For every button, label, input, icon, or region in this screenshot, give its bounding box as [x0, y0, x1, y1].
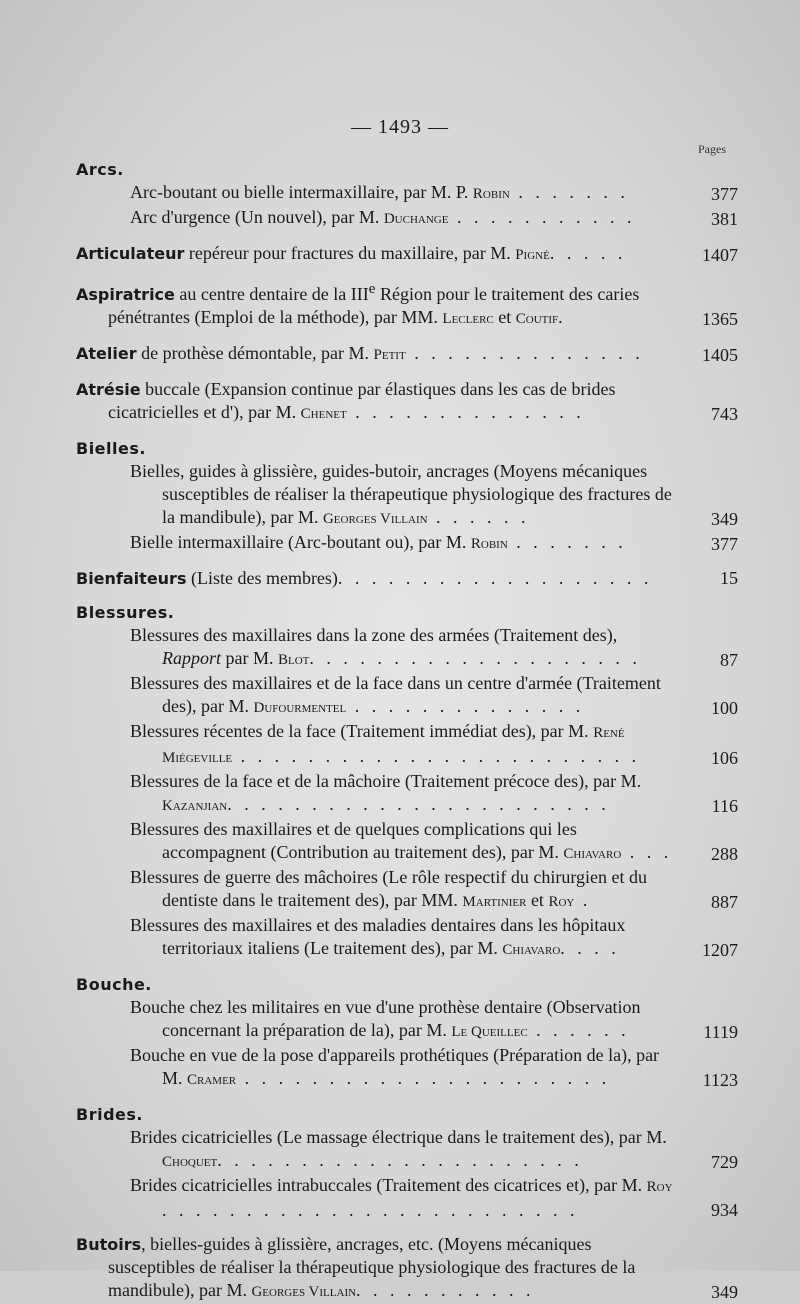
index-content [76, 158, 738, 1304]
author-name: Chenet [300, 406, 347, 422]
page-ref: 377 [711, 534, 738, 554]
page-ref: 887 [711, 892, 738, 912]
author-name: Roy [548, 894, 575, 910]
index-entry: Blessures de guerre des mâchoires (Le rôle respectif du chirurgien et du dentiste dans le traitement des), par MM. Martinier et Roy . 887 [130, 867, 738, 912]
author-name: Georges Villain [322, 511, 428, 527]
index-entry: Brides cicatricielles intrabuccales (Traitement des cicatrices et), par M. Roy . . . . . . . . . . . . . . . . . . . . . . . . . 934 [130, 1175, 738, 1220]
author-name: Georges Villain [251, 1284, 357, 1300]
index-entry-aspiratrice: Aspiratrice au centre dentaire de la IIIe Région pour le traitement des caries pénétrantes (Emploi de la méthode), par MM. Leclerc et Coutif. 1365 [76, 281, 738, 329]
page-ref: 116 [711, 796, 738, 816]
page-ref: 349 [711, 509, 738, 529]
page-ref: 1407 [702, 245, 738, 265]
page-ref: 1365 [702, 309, 738, 329]
author-name: Roy [646, 1179, 673, 1195]
index-section-arcs [76, 158, 738, 231]
index-section-bielles [76, 437, 738, 556]
author-name: Dufourmentel [253, 700, 347, 716]
index-entry-atresie: Atrésie buccale (Expansion continue par élastiques dans les cas de brides cicatricielles et d'), par M. Chenet . . . . . . . . . . . . . . 743 [76, 379, 738, 424]
section-heading: Brides. [76, 1105, 143, 1124]
index-entry-atelier: Atelier de prothèse démontable, par M. Petit . . . . . . . . . . . . . . 1405 [76, 343, 738, 365]
author-name: Blot [278, 652, 310, 668]
page-ref: 100 [711, 698, 738, 718]
author-name: Duchange [383, 211, 449, 227]
index-entry: Blessures des maxillaires dans la zone des armées (Traitement des), Rapport par M. Blot. . . . . . . . . . . . . . . . . . . . 87 [130, 625, 738, 670]
page-ref: 377 [711, 184, 738, 204]
author-name: Petit [373, 347, 406, 363]
author-name: Le Queillec [451, 1024, 528, 1040]
index-entry-butoirs: Butoirs, bielles-guides à glissière, ancrages, etc. (Moyens mécaniques susceptibles de réaliser la thérapeutique physiologique des fractures de la mandibule), par M. Georges Villain. . . . . . . . . . . 349 [76, 1234, 738, 1302]
page-ref: 743 [711, 404, 738, 424]
author-name: Choquet [162, 1154, 218, 1170]
page-ref: 106 [711, 748, 738, 768]
page-ref: 1207 [702, 940, 738, 960]
index-entry: Bouche en vue de la pose d'appareils prothétiques (Préparation de la), par M. Cramer . . . . . . . . . . . . . . . . . . . . . . 1123 [130, 1045, 738, 1090]
page-number: — 1493 — [351, 116, 449, 138]
index-entry: Blessures des maxillaires et de la face dans un centre d'armée (Traitement des), par M. Dufourmentel . . . . . . . . . . . . . . 100 [130, 673, 738, 718]
headword: Atrésie [76, 380, 141, 399]
index-entry: Arc d'urgence (Un nouvel), par M. Duchange . . . . . . . . . . . 381 [130, 207, 738, 229]
page-ref: 87 [720, 650, 738, 670]
page-ref: 15 [720, 568, 738, 588]
headword: Bienfaiteurs [76, 569, 187, 588]
section-heading: Arcs. [76, 160, 124, 179]
page-ref: 934 [711, 1200, 738, 1220]
headword: Articulateur [76, 244, 185, 263]
page-ref: 349 [711, 1282, 738, 1302]
page-ref: 1405 [702, 345, 738, 365]
author-name: René Miégeville [162, 725, 625, 766]
author-name: Kazanjian [162, 798, 228, 814]
page-ref: 729 [711, 1152, 738, 1172]
index-section-bouche [76, 973, 738, 1092]
page-ref: 288 [711, 844, 738, 864]
headword: Aspiratrice [76, 285, 175, 304]
pages-column-label: Pages [698, 142, 726, 156]
index-entry-bienfaiteurs: Bienfaiteurs (Liste des membres). . . . . . . . . . . . . . . . . . . 15 [76, 568, 738, 588]
author-name: Leclerc [442, 311, 494, 327]
headword: Atelier [76, 344, 137, 363]
index-entry: Arc-boutant ou bielle intermaxillaire, par M. P. Robin . . . . . . . 377 [130, 182, 738, 204]
author-name: Chiavaro [502, 942, 561, 958]
index-entry: Bielle intermaxillaire (Arc-boutant ou), par M. Robin . . . . . . . 377 [130, 532, 738, 554]
section-heading: Bielles. [76, 439, 146, 458]
author-name: Robin [472, 186, 510, 202]
author-name: Cramer [187, 1072, 237, 1088]
index-entry: Brides cicatricielles (Le massage électrique dans le traitement des), par M. Choquet. . . . . . . . . . . . . . . . . . . . . . 729 [130, 1127, 738, 1172]
index-entry: Blessures des maxillaires et de quelques complications qui les accompagnent (Contribution au traitement des), par M. Chiavaro . . . 288 [130, 819, 738, 864]
headword: Butoirs [76, 1235, 142, 1254]
index-entry: Bouche chez les militaires en vue d'une prothèse dentaire (Observation concernant la préparation de la), par M. Le Queillec . . . . . . 1119 [130, 997, 738, 1042]
author-name: Chiavaro [563, 846, 622, 862]
author-name: Martinier [462, 894, 527, 910]
page-ref: 1123 [702, 1070, 738, 1090]
section-heading: Bouche. [76, 975, 152, 994]
index-entry: Blessures de la face et de la mâchoire (Traitement précoce des), par M. Kazanjian. . . . . . . . . . . . . . . . . . . . . . . 116 [130, 771, 738, 816]
section-heading: Blessures. [76, 603, 175, 622]
index-section-blessures [76, 601, 738, 962]
index-entry-articulateur: Articulateur repéreur pour fractures du maxillaire, par M. Pigné. . . . . 1407 [76, 243, 738, 265]
author-name: Pigné [515, 247, 550, 263]
index-entry: Blessures récentes de la face (Traitement immédiat des), par M. René Miégeville . . . . . . . . . . . . . . . . . . . . . . . . 106 [130, 721, 738, 768]
author-name: Robin [470, 536, 508, 552]
page-ref: 1119 [703, 1022, 738, 1042]
index-entry: Blessures des maxillaires et des maladies dentaires dans les hôpitaux territoriaux italiens (Le traitement des), par M. Chiavaro. . . . 1207 [130, 915, 738, 960]
index-entry: Bielles, guides à glissière, guides-butoir, ancrages (Moyens mécaniques susceptibles de réaliser la thérapeutique physiologique des fractures de la mandibule), par M. Georges Villain . . . . . . 349 [130, 461, 738, 529]
page-ref: 381 [711, 209, 738, 229]
author-name: Coutif [515, 311, 559, 327]
index-section-brides [76, 1103, 738, 1222]
